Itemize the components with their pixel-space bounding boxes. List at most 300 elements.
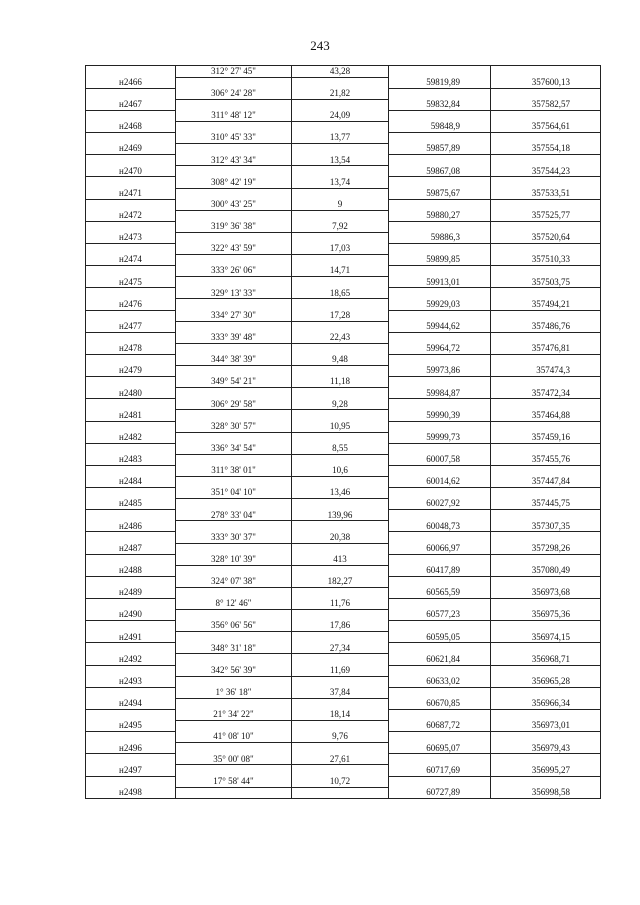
bearing-cell xyxy=(176,166,292,177)
distance-cell: 37,84 xyxy=(292,687,389,698)
distance-cell xyxy=(292,476,389,487)
point-row xyxy=(86,321,601,332)
bearing-row xyxy=(86,776,601,787)
bearing-cell xyxy=(176,698,292,709)
y-coordinate xyxy=(491,443,601,454)
distance-cell xyxy=(292,521,389,532)
bearing-cell: 328° 10' 39" xyxy=(176,554,292,565)
bearing-cell xyxy=(176,654,292,665)
point-row xyxy=(86,721,601,732)
y-coordinate xyxy=(491,709,601,720)
bearing-row xyxy=(86,754,601,765)
y-coordinate: 356975,36 xyxy=(491,610,601,621)
y-coordinate: 356966,34 xyxy=(491,698,601,709)
point-name xyxy=(86,687,176,698)
bearing-row xyxy=(86,155,601,166)
bearing-cell xyxy=(176,366,292,377)
x-coordinate: 59867,08 xyxy=(389,166,491,177)
x-coordinate xyxy=(389,244,491,255)
bearing-cell: 17° 58' 44" xyxy=(176,776,292,787)
y-coordinate: 356974,15 xyxy=(491,632,601,643)
bearing-cell xyxy=(176,299,292,310)
distance-cell: 43,28 xyxy=(292,66,389,78)
bearing-cell xyxy=(176,121,292,132)
y-coordinate xyxy=(491,177,601,188)
point-name: н2479 xyxy=(86,366,176,377)
distance-cell: 7,92 xyxy=(292,221,389,232)
x-coordinate xyxy=(389,643,491,654)
bearing-cell xyxy=(176,787,292,799)
y-coordinate: 357476,81 xyxy=(491,343,601,354)
point-name: н2470 xyxy=(86,166,176,177)
bearing-row xyxy=(86,199,601,210)
y-coordinate: 356973,68 xyxy=(491,587,601,598)
distance-cell: 10,72 xyxy=(292,776,389,787)
x-coordinate xyxy=(389,576,491,587)
y-coordinate: 356979,43 xyxy=(491,743,601,754)
x-coordinate: 59857,89 xyxy=(389,144,491,155)
y-coordinate: 357544,23 xyxy=(491,166,601,177)
x-coordinate xyxy=(389,310,491,321)
point-name xyxy=(86,643,176,654)
bearing-cell: 344° 38' 39" xyxy=(176,354,292,365)
distance-cell xyxy=(292,587,389,598)
x-coordinate xyxy=(389,510,491,521)
distance-cell xyxy=(292,565,389,576)
point-name: н2477 xyxy=(86,321,176,332)
point-row xyxy=(86,255,601,266)
x-coordinate: 59990,39 xyxy=(389,410,491,421)
bearing-cell: 342° 56' 39" xyxy=(176,665,292,676)
x-coordinate: 59848,9 xyxy=(389,121,491,132)
point-name: н2493 xyxy=(86,676,176,687)
coordinates-table-body xyxy=(86,66,601,799)
point-row xyxy=(86,277,601,288)
bearing-cell: 333° 30' 37" xyxy=(176,532,292,543)
distance-cell: 17,86 xyxy=(292,621,389,632)
x-coordinate: 59886,3 xyxy=(389,232,491,243)
distance-cell: 21,82 xyxy=(292,88,389,99)
y-coordinate xyxy=(491,621,601,632)
point-name: н2490 xyxy=(86,610,176,621)
bearing-cell xyxy=(176,499,292,510)
point-name xyxy=(86,199,176,210)
x-coordinate: 60727,89 xyxy=(389,787,491,799)
y-coordinate xyxy=(491,377,601,388)
bearing-cell: 306° 24' 28" xyxy=(176,88,292,99)
distance-cell: 27,61 xyxy=(292,754,389,765)
point-row xyxy=(86,787,601,799)
bearing-row xyxy=(86,288,601,299)
point-name xyxy=(86,665,176,676)
point-row xyxy=(86,299,601,310)
y-coordinate: 357307,35 xyxy=(491,521,601,532)
distance-cell xyxy=(292,787,389,799)
point-name: н2497 xyxy=(86,765,176,776)
bearing-cell: 311° 38' 01" xyxy=(176,465,292,476)
y-coordinate: 357298,26 xyxy=(491,543,601,554)
bearing-cell: 351° 04' 10" xyxy=(176,488,292,499)
point-row xyxy=(86,99,601,110)
y-coordinate: 357510,33 xyxy=(491,255,601,266)
point-name: н2488 xyxy=(86,565,176,576)
distance-cell: 13,46 xyxy=(292,488,389,499)
distance-cell xyxy=(292,654,389,665)
x-coordinate xyxy=(389,88,491,99)
bearing-cell: 41° 08' 10" xyxy=(176,732,292,743)
bearing-cell: 322° 43' 59" xyxy=(176,244,292,255)
point-row xyxy=(86,632,601,643)
point-name xyxy=(86,266,176,277)
distance-cell xyxy=(292,121,389,132)
bearing-cell xyxy=(176,743,292,754)
bearing-row xyxy=(86,621,601,632)
distance-cell: 20,38 xyxy=(292,532,389,543)
bearing-cell xyxy=(176,632,292,643)
point-name: н2491 xyxy=(86,632,176,643)
point-row xyxy=(86,654,601,665)
y-coordinate xyxy=(491,110,601,121)
distance-cell: 182,27 xyxy=(292,576,389,587)
point-name: н2494 xyxy=(86,698,176,709)
distance-cell: 27,34 xyxy=(292,643,389,654)
point-name: н2467 xyxy=(86,99,176,110)
bearing-row xyxy=(86,599,601,610)
point-name xyxy=(86,510,176,521)
distance-cell: 14,71 xyxy=(292,266,389,277)
bearing-cell xyxy=(176,210,292,221)
y-coordinate: 356995,27 xyxy=(491,765,601,776)
bearing-row xyxy=(86,510,601,521)
point-row xyxy=(86,166,601,177)
point-name xyxy=(86,576,176,587)
bearing-row xyxy=(86,399,601,410)
bearing-cell xyxy=(176,388,292,399)
point-name: н2468 xyxy=(86,121,176,132)
x-coordinate xyxy=(389,221,491,232)
bearing-cell: 306° 29' 58" xyxy=(176,399,292,410)
y-coordinate: 357486,76 xyxy=(491,321,601,332)
bearing-cell: 35° 00' 08" xyxy=(176,754,292,765)
point-name: н2483 xyxy=(86,454,176,465)
bearing-cell xyxy=(176,99,292,110)
point-name xyxy=(86,754,176,765)
distance-cell xyxy=(292,366,389,377)
x-coordinate: 60670,85 xyxy=(389,698,491,709)
distance-cell xyxy=(292,255,389,266)
bearing-row xyxy=(86,310,601,321)
bearing-row xyxy=(86,133,601,144)
bearing-row xyxy=(86,244,601,255)
bearing-row xyxy=(86,532,601,543)
distance-cell xyxy=(292,321,389,332)
y-coordinate: 357533,51 xyxy=(491,188,601,199)
bearing-row xyxy=(86,443,601,454)
distance-cell: 413 xyxy=(292,554,389,565)
point-name xyxy=(86,221,176,232)
distance-cell: 10,6 xyxy=(292,465,389,476)
x-coordinate xyxy=(389,709,491,720)
bearing-cell: 312° 27' 45" xyxy=(176,66,292,78)
distance-cell xyxy=(292,166,389,177)
bearing-cell: 310° 45' 33" xyxy=(176,133,292,144)
x-coordinate xyxy=(389,110,491,121)
y-coordinate xyxy=(491,687,601,698)
x-coordinate xyxy=(389,199,491,210)
point-name: н2466 xyxy=(86,77,176,88)
bearing-row xyxy=(86,643,601,654)
y-coordinate: 357503,75 xyxy=(491,277,601,288)
distance-cell xyxy=(292,232,389,243)
bearing-row xyxy=(86,665,601,676)
bearing-cell: 349° 54' 21" xyxy=(176,377,292,388)
point-row xyxy=(86,743,601,754)
point-name: н2481 xyxy=(86,410,176,421)
y-coordinate: 357520,64 xyxy=(491,232,601,243)
bearing-cell xyxy=(176,721,292,732)
y-coordinate: 357472,34 xyxy=(491,388,601,399)
y-coordinate: 356998,58 xyxy=(491,787,601,799)
y-coordinate: 357525,77 xyxy=(491,210,601,221)
y-coordinate xyxy=(491,288,601,299)
x-coordinate xyxy=(389,288,491,299)
coordinates-table xyxy=(85,65,601,799)
point-row xyxy=(86,121,601,132)
bearing-cell: 336° 34' 54" xyxy=(176,443,292,454)
point-row xyxy=(86,698,601,709)
bearing-cell xyxy=(176,188,292,199)
bearing-row xyxy=(86,732,601,743)
bearing-cell xyxy=(176,144,292,155)
point-row xyxy=(86,232,601,243)
point-row xyxy=(86,432,601,443)
distance-cell xyxy=(292,698,389,709)
distance-cell: 22,43 xyxy=(292,332,389,343)
bearing-cell xyxy=(176,543,292,554)
distance-cell: 13,74 xyxy=(292,177,389,188)
x-coordinate: 60027,92 xyxy=(389,499,491,510)
bearing-row xyxy=(86,66,601,78)
point-name: н2476 xyxy=(86,299,176,310)
distance-cell: 11,18 xyxy=(292,377,389,388)
y-coordinate xyxy=(491,133,601,144)
distance-cell: 9,28 xyxy=(292,399,389,410)
bearing-cell: 333° 39' 48" xyxy=(176,332,292,343)
x-coordinate: 60565,59 xyxy=(389,587,491,598)
x-coordinate: 60577,23 xyxy=(389,610,491,621)
point-name xyxy=(86,554,176,565)
x-coordinate xyxy=(389,332,491,343)
y-coordinate xyxy=(491,332,601,343)
bearing-cell xyxy=(176,587,292,598)
y-coordinate: 357445,75 xyxy=(491,499,601,510)
distance-cell xyxy=(292,388,389,399)
x-coordinate: 59913,01 xyxy=(389,277,491,288)
x-coordinate xyxy=(389,554,491,565)
y-coordinate xyxy=(491,576,601,587)
point-row xyxy=(86,565,601,576)
x-coordinate: 60717,69 xyxy=(389,765,491,776)
point-name xyxy=(86,732,176,743)
x-coordinate xyxy=(389,399,491,410)
bearing-row xyxy=(86,88,601,99)
point-name: н2473 xyxy=(86,232,176,243)
y-coordinate xyxy=(491,88,601,99)
x-coordinate: 59964,72 xyxy=(389,343,491,354)
bearing-cell: 278° 33' 04" xyxy=(176,510,292,521)
distance-cell: 24,09 xyxy=(292,110,389,121)
distance-cell: 11,69 xyxy=(292,665,389,676)
point-name xyxy=(86,310,176,321)
bearing-cell xyxy=(176,476,292,487)
y-coordinate xyxy=(491,465,601,476)
bearing-cell xyxy=(176,610,292,621)
x-coordinate: 60066,97 xyxy=(389,543,491,554)
point-name: н2492 xyxy=(86,654,176,665)
x-coordinate: 59999,73 xyxy=(389,432,491,443)
x-coordinate: 59929,03 xyxy=(389,299,491,310)
point-name: н2484 xyxy=(86,476,176,487)
x-coordinate: 60007,58 xyxy=(389,454,491,465)
point-name xyxy=(86,155,176,166)
point-name: н2478 xyxy=(86,343,176,354)
point-row xyxy=(86,587,601,598)
y-coordinate xyxy=(491,354,601,365)
y-coordinate xyxy=(491,665,601,676)
x-coordinate: 60417,89 xyxy=(389,565,491,576)
x-coordinate xyxy=(389,354,491,365)
y-coordinate xyxy=(491,66,601,78)
bearing-cell: 312° 43' 34" xyxy=(176,155,292,166)
x-coordinate xyxy=(389,665,491,676)
bearing-row xyxy=(86,687,601,698)
y-coordinate: 357464,88 xyxy=(491,410,601,421)
point-name xyxy=(86,377,176,388)
bearing-row xyxy=(86,377,601,388)
distance-cell xyxy=(292,432,389,443)
bearing-cell: 333° 26' 06" xyxy=(176,266,292,277)
distance-cell xyxy=(292,299,389,310)
point-name xyxy=(86,177,176,188)
x-coordinate xyxy=(389,177,491,188)
bearing-cell xyxy=(176,255,292,266)
distance-cell xyxy=(292,188,389,199)
bearing-row xyxy=(86,266,601,277)
distance-cell: 10,95 xyxy=(292,421,389,432)
point-row xyxy=(86,676,601,687)
distance-cell: 18,65 xyxy=(292,288,389,299)
y-coordinate xyxy=(491,754,601,765)
y-coordinate: 357447,84 xyxy=(491,476,601,487)
x-coordinate: 59819,89 xyxy=(389,77,491,88)
bearing-cell: 8° 12' 46" xyxy=(176,599,292,610)
y-coordinate xyxy=(491,221,601,232)
y-coordinate: 357494,21 xyxy=(491,299,601,310)
point-name xyxy=(86,599,176,610)
y-coordinate xyxy=(491,421,601,432)
x-coordinate xyxy=(389,776,491,787)
bearing-row xyxy=(86,110,601,121)
distance-cell: 18,14 xyxy=(292,709,389,720)
x-coordinate: 59899,85 xyxy=(389,255,491,266)
distance-cell xyxy=(292,410,389,421)
point-row xyxy=(86,77,601,88)
distance-cell xyxy=(292,77,389,88)
point-name xyxy=(86,244,176,255)
point-name xyxy=(86,709,176,720)
distance-cell xyxy=(292,765,389,776)
x-coordinate: 60633,02 xyxy=(389,676,491,687)
y-coordinate xyxy=(491,399,601,410)
point-row xyxy=(86,343,601,354)
bearing-cell: 300° 43' 25" xyxy=(176,199,292,210)
bearing-cell xyxy=(176,432,292,443)
bearing-cell xyxy=(176,676,292,687)
distance-cell xyxy=(292,743,389,754)
distance-cell: 13,77 xyxy=(292,133,389,144)
point-name xyxy=(86,288,176,299)
point-name xyxy=(86,66,176,78)
bearing-cell xyxy=(176,521,292,532)
x-coordinate: 60695,07 xyxy=(389,743,491,754)
x-coordinate: 60621,84 xyxy=(389,654,491,665)
point-row xyxy=(86,454,601,465)
x-coordinate: 60014,62 xyxy=(389,476,491,487)
point-name: н2475 xyxy=(86,277,176,288)
point-name xyxy=(86,465,176,476)
bearing-cell xyxy=(176,277,292,288)
distance-cell xyxy=(292,499,389,510)
point-name xyxy=(86,776,176,787)
bearing-cell xyxy=(176,765,292,776)
bearing-row xyxy=(86,332,601,343)
x-coordinate xyxy=(389,599,491,610)
x-coordinate: 60048,73 xyxy=(389,521,491,532)
y-coordinate: 357455,76 xyxy=(491,454,601,465)
point-name xyxy=(86,488,176,499)
y-coordinate xyxy=(491,310,601,321)
x-coordinate xyxy=(389,488,491,499)
distance-cell xyxy=(292,610,389,621)
bearing-row xyxy=(86,576,601,587)
bearing-cell: 21° 34' 22" xyxy=(176,709,292,720)
bearing-cell xyxy=(176,343,292,354)
bearing-cell xyxy=(176,565,292,576)
x-coordinate xyxy=(389,155,491,166)
point-row xyxy=(86,499,601,510)
distance-cell xyxy=(292,343,389,354)
bearing-row xyxy=(86,709,601,720)
x-coordinate xyxy=(389,732,491,743)
y-coordinate: 357564,61 xyxy=(491,121,601,132)
point-name: н2495 xyxy=(86,721,176,732)
bearing-cell xyxy=(176,410,292,421)
point-name xyxy=(86,110,176,121)
point-name: н2486 xyxy=(86,521,176,532)
y-coordinate: 357582,57 xyxy=(491,99,601,110)
y-coordinate xyxy=(491,488,601,499)
y-coordinate xyxy=(491,199,601,210)
x-coordinate xyxy=(389,443,491,454)
bearing-row xyxy=(86,421,601,432)
bearing-cell xyxy=(176,454,292,465)
x-coordinate: 60687,72 xyxy=(389,721,491,732)
distance-cell xyxy=(292,632,389,643)
x-coordinate xyxy=(389,266,491,277)
distance-cell xyxy=(292,721,389,732)
bearing-row xyxy=(86,177,601,188)
distance-cell: 139,96 xyxy=(292,510,389,521)
